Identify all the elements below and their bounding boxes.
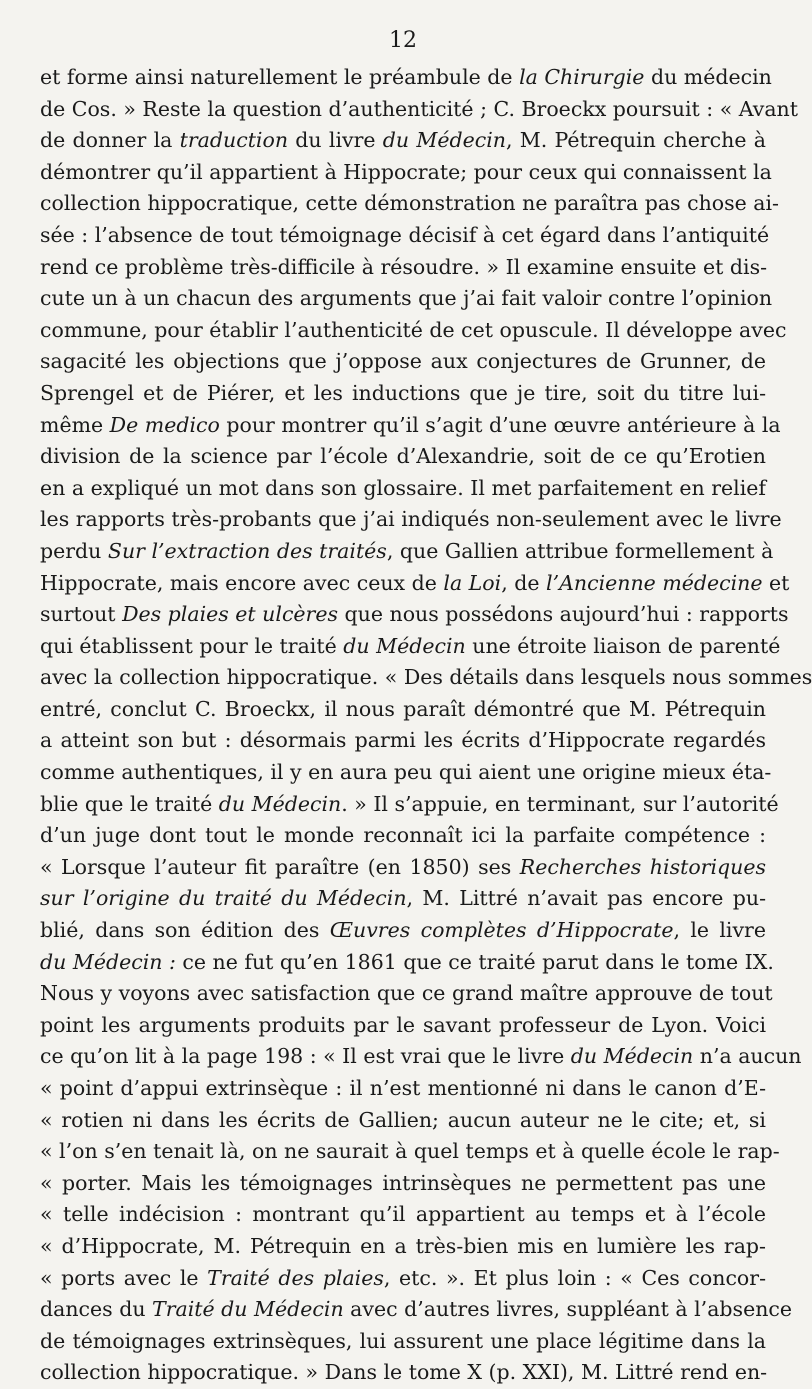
italic-text: Recherches historiques: [519, 854, 767, 879]
text-line: [40, 252, 766, 284]
text-segment: , M. Littré n’avait pas encore pu-: [406, 886, 766, 911]
text-segment: même: [40, 412, 110, 437]
text-segment: et: [762, 570, 790, 595]
text-segment: , M. Pétrequin cherche à: [506, 128, 766, 153]
text-segment: Nous y voyons avec satisfaction que ce grand maître approuve de tout: [40, 981, 773, 1006]
italic-text: du Médecin: [382, 128, 506, 153]
italic-text: Sur l’extraction des traités: [107, 538, 387, 563]
text-line: [40, 631, 781, 663]
text-segment: avec d’autres livres, suppléant à l’absence: [343, 1297, 793, 1322]
text-line: [40, 1041, 802, 1073]
text-line: [40, 883, 766, 915]
text-segment: « porter. Mais les témoignages intrinsèques ne permettent pas une: [40, 1170, 766, 1195]
text-line: [40, 536, 774, 568]
italic-text: du Médecin: [570, 1044, 694, 1069]
text-segment: « rotien ni dans les écrits de Gallien; aucun auteur ne le cite; et, si: [40, 1107, 766, 1132]
text-segment: , que Gallien attribue formellement à: [386, 538, 774, 563]
text-segment: « point d’appui extrinsèque : il n’est mentionné ni dans le canon d’E-: [40, 1076, 766, 1100]
text-segment: « ports avec le: [40, 1265, 208, 1290]
text-line: [40, 1263, 766, 1295]
italic-text: Des plaies et ulcères: [122, 602, 339, 627]
italic-text: Traité des plaies: [207, 1265, 384, 1290]
italic-text: la Chirurgie: [519, 65, 645, 89]
text-line: [40, 568, 790, 600]
text-segment: « l’on s’en tenait là, on ne saurait à quel temps et à quelle école le rap-: [40, 1139, 780, 1164]
text-segment: blié, dans son édition des: [40, 918, 330, 943]
text-segment: les rapports très-probants que j’ai indiqués non-seulement avec le livre: [40, 507, 782, 532]
text-line: [40, 1105, 766, 1137]
text-line: [40, 978, 773, 1010]
text-segment: rend ce problème très-difficile à résoudre. » Il examine ensuite et dis-: [40, 254, 768, 279]
text-segment: d’un juge dont tout le monde reconnaît ici la parfaite compétence :: [40, 823, 766, 848]
text-segment: sée : l’absence de tout témoignage décisif à cet égard dans l’antiquité: [40, 222, 770, 247]
text-line: [40, 346, 766, 378]
text-line: [40, 852, 766, 884]
text-segment: « Lorsque l’auteur fit paraître (en 1850) ses: [40, 854, 520, 879]
text-line: [40, 1231, 766, 1263]
text-line: [40, 1168, 766, 1200]
text-segment: du médecin: [644, 65, 772, 89]
text-segment: qui établissent pour le traité: [40, 633, 344, 658]
text-line: [40, 157, 772, 189]
italic-text: Traité du Médecin: [152, 1297, 344, 1322]
italic-text: De medico: [109, 412, 220, 437]
text-segment: surtout: [40, 602, 123, 627]
text-line: [40, 725, 766, 757]
text-segment: « d’Hippocrate, M. Pétrequin en a très-bien mis en lumière les rap-: [40, 1233, 766, 1258]
text-segment: avec la collection hippocratique. « Des détails dans lesquels nous sommes: [40, 665, 812, 690]
text-line: [40, 94, 798, 126]
text-segment: Sprengel et de Piérer, et les inductions que je tire, soit du titre lui-: [40, 380, 766, 405]
text-line: [40, 220, 770, 252]
text-segment: de témoignages extrinsèques, lui assurent une place légitime dans la: [40, 1328, 766, 1353]
text-segment: point les arguments produits par le savant professeur de Lyon. Voici: [40, 1012, 766, 1037]
text-segment: en a expliqué un mot dans son glossaire. Il met parfaitement en relief: [40, 475, 766, 500]
text-segment: démontrer qu’il appartient à Hippocrate; pour ceux qui connaissent la: [40, 159, 772, 184]
text-line: [40, 599, 789, 631]
text-segment: , le livre: [673, 918, 766, 943]
text-line: [40, 1010, 766, 1042]
text-line: [40, 441, 766, 473]
text-segment: a atteint son but : désormais parmi les écrits d’Hippocrate regardés: [40, 728, 766, 753]
text-segment: de donner la: [40, 128, 180, 153]
italic-text: la Loi: [443, 570, 502, 595]
text-segment: dances du: [40, 1297, 153, 1322]
text-line: [40, 62, 772, 94]
text-line: [40, 694, 766, 726]
text-segment: ce qu’on lit à la page 198 : « Il est vrai que le livre: [40, 1044, 571, 1069]
text-segment: division de la science par l’école d’Alexandrie, soit de ce qu’Erotien: [40, 444, 766, 469]
text-segment: blie que le traité: [40, 791, 219, 816]
text-segment: cute un à un chacun des arguments que j’ai fait valoir contre l’opinion: [40, 286, 773, 311]
text-line: [40, 1294, 793, 1326]
text-segment: et forme ainsi naturellement le préambule de: [40, 65, 520, 89]
italic-text: du Médecin: [218, 791, 342, 816]
text-segment: du livre: [288, 128, 383, 153]
text-segment: comme authentiques, il y en aura peu qui aient une origine mieux éta-: [40, 760, 772, 785]
text-segment: que nous possédons aujourd’hui : rapports: [338, 602, 789, 627]
text-line: [40, 1073, 766, 1105]
text-segment: pour montrer qu’il s’agit d’une œuvre antérieure à la: [219, 412, 781, 437]
text-line: [40, 1326, 766, 1358]
text-line: [40, 410, 781, 442]
text-segment: ce ne fut qu’en 1861 que ce traité parut dans le tome IX.: [175, 949, 774, 974]
body-text: [40, 62, 812, 1389]
italic-text: du Médecin: [343, 633, 466, 658]
text-segment: . » Il s’appuie, en terminant, sur l’autorité: [341, 791, 779, 816]
text-line: [40, 757, 772, 789]
text-line: [40, 820, 766, 852]
italic-text: Œuvres complètes d’Hippocrate: [329, 918, 674, 943]
text-segment: « telle indécision : montrant qu’il appartient au temps et à l’école: [40, 1202, 766, 1227]
text-line: [40, 789, 779, 821]
text-line: [40, 283, 773, 315]
text-segment: sagacité les objections que j’oppose aux conjectures de Grunner, de: [40, 349, 766, 374]
text-segment: collection hippocratique. » Dans le tome X (p. XXI), M. Littré rend en-: [40, 1360, 768, 1385]
text-line: [40, 378, 766, 410]
text-line: [40, 662, 812, 694]
text-line: [40, 504, 782, 536]
text-segment: collection hippocratique, cette démonstration ne paraîtra pas chose ai-: [40, 191, 779, 216]
text-line: [40, 315, 787, 347]
italic-text: traduction: [179, 128, 289, 153]
text-line: [40, 1199, 766, 1231]
text-segment: entré, conclut C. Broeckx, il nous paraît démontré que M. Pétrequin: [40, 696, 766, 721]
text-line: [40, 473, 766, 505]
text-line: [40, 1136, 780, 1168]
text-segment: commune, pour établir l’authenticité de cet opuscule. Il développe avec: [40, 317, 787, 342]
page-number: 12: [389, 28, 417, 53]
italic-text: du Médecin :: [40, 949, 176, 974]
text-segment: n’a aucun: [693, 1044, 802, 1069]
italic-text: l’Ancienne médecine: [546, 570, 763, 595]
text-line: [40, 1357, 766, 1389]
text-line: [40, 947, 774, 979]
text-segment: une étroite liaison de parenté: [465, 633, 781, 658]
text-segment: Hippocrate, mais encore avec ceux de: [40, 570, 444, 595]
text-segment: , de: [501, 570, 547, 595]
text-line: [40, 915, 766, 947]
text-segment: perdu: [40, 538, 108, 563]
text-segment: de Cos. » Reste la question d’authenticité ; C. Broeckx poursuit : « Avant: [40, 96, 798, 121]
text-line: [40, 188, 779, 220]
italic-text: sur l’origine du traité du Médecin: [40, 886, 407, 911]
text-line: [40, 125, 766, 157]
text-segment: , etc. ». Et plus loin : « Ces concor-: [383, 1265, 766, 1290]
